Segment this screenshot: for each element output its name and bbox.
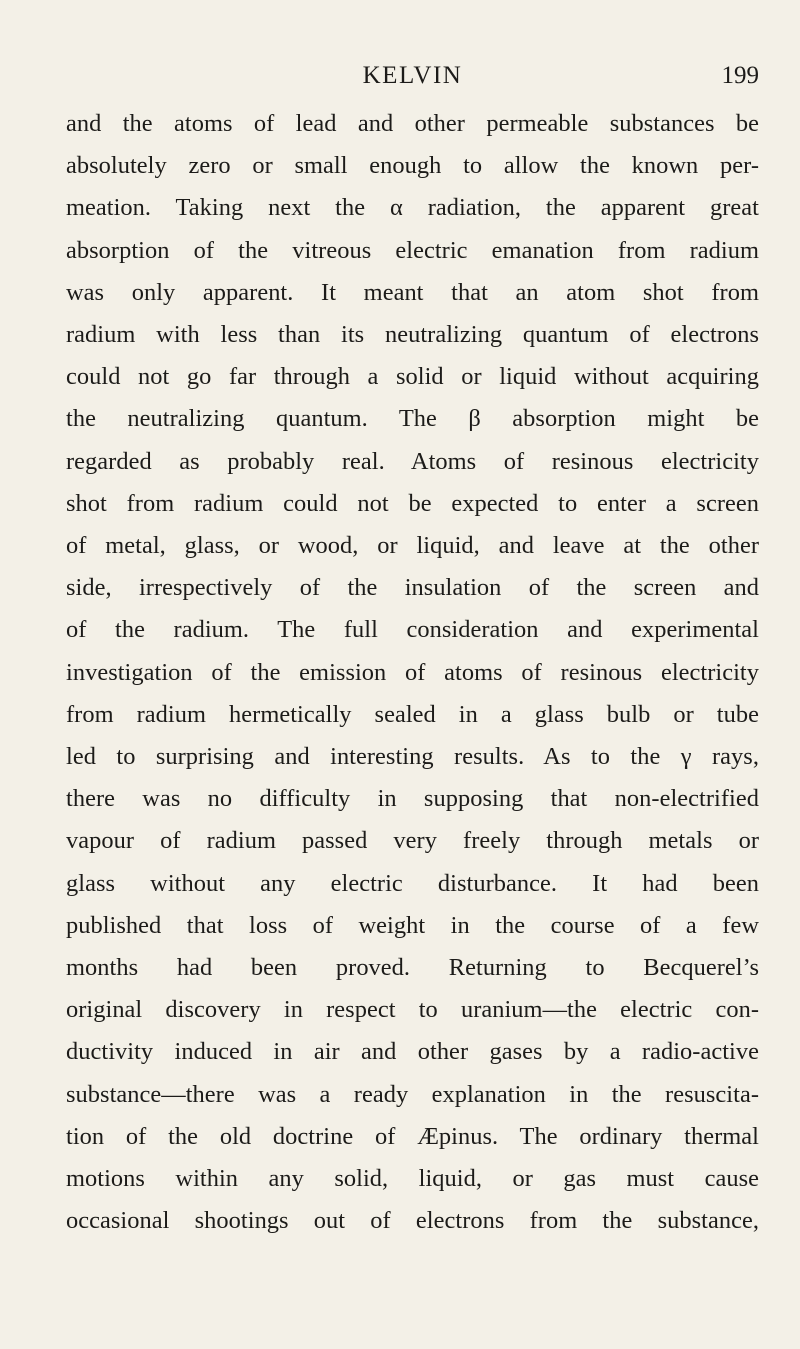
text-line: of the radium. The full consideration and experimental bbox=[66, 616, 759, 644]
body-text bbox=[66, 103, 759, 1242]
text-line: from radium hermetically sealed in a glass bulb or tube bbox=[66, 700, 759, 728]
text-line: published that loss of weight in the course of a few bbox=[66, 911, 759, 939]
text-line: was only apparent. It meant that an atom shot from bbox=[66, 278, 759, 306]
text-line: side, irrespectively of the insulation of the screen and bbox=[66, 574, 759, 602]
text-line: could not go far through a solid or liquid without acquiring bbox=[66, 363, 759, 391]
text-line: of metal, glass, or wood, or liquid, and leave at the other bbox=[66, 532, 759, 560]
text-line: substance—there was a ready explanation in the resuscita- bbox=[66, 1080, 759, 1108]
running-head bbox=[66, 62, 759, 94]
text-line: motions within any solid, liquid, or gas must cause bbox=[66, 1165, 759, 1193]
text-line: and the atoms of lead and other permeable substances be bbox=[66, 110, 759, 137]
text-line: the neutralizing quantum. The β absorption might be bbox=[66, 405, 759, 433]
text-line: ductivity induced in air and other gases by a radio-active bbox=[66, 1038, 759, 1066]
text-line: led to surprising and interesting results. As to the γ rays, bbox=[66, 743, 759, 771]
running-title: KELVIN bbox=[362, 62, 463, 89]
text-line: absolutely zero or small enough to allow the known per- bbox=[66, 152, 759, 180]
text-line: vapour of radium passed very freely through metals or bbox=[66, 827, 759, 855]
text-line: absorption of the vitreous electric emanation from radium bbox=[66, 236, 759, 264]
text-line: glass without any electric disturbance. It had been bbox=[66, 869, 759, 897]
text-line: occasional shootings out of electrons from the substance, bbox=[66, 1207, 759, 1235]
text-line: tion of the old doctrine of Æpinus. The ordinary thermal bbox=[66, 1122, 759, 1150]
text-line: months had been proved. Returning to Becquerel’s bbox=[66, 954, 759, 982]
text-line: regarded as probably real. Atoms of resinous electricity bbox=[66, 447, 759, 475]
text-line: original discovery in respect to uranium—the electric con- bbox=[66, 996, 759, 1024]
text-line: investigation of the emission of atoms of resinous electricity bbox=[66, 658, 759, 686]
text-line: meation. Taking next the α radiation, the apparent great bbox=[66, 194, 759, 222]
text-line: radium with less than its neutralizing quantum of electrons bbox=[66, 321, 759, 349]
text-line: shot from radium could not be expected to enter a screen bbox=[66, 489, 759, 517]
page-number: 199 bbox=[721, 62, 759, 89]
text-line: there was no difficulty in supposing that non-electrified bbox=[66, 785, 759, 813]
